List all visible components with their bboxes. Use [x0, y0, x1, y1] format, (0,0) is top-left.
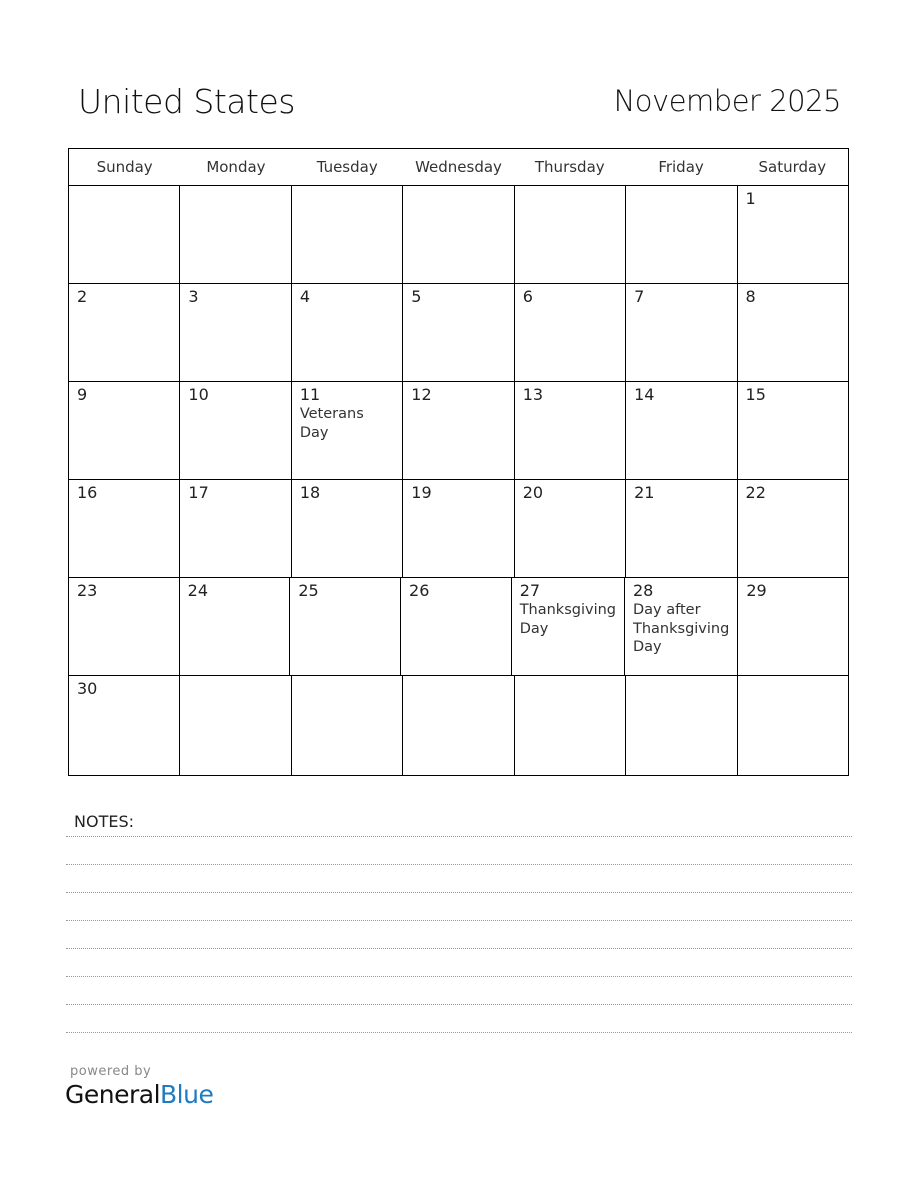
week-row: [69, 578, 848, 676]
notes-line: [66, 948, 852, 949]
day-number: 28: [633, 581, 654, 600]
day-cell: [403, 480, 514, 577]
day-cell: [738, 382, 848, 479]
day-number: 18: [299, 483, 321, 502]
notes-line: [66, 864, 852, 865]
day-cell: [626, 676, 737, 775]
day-cell: [403, 186, 514, 283]
day-cell: [401, 578, 512, 675]
week-row: [69, 186, 848, 284]
day-number: 7: [634, 287, 645, 306]
day-number: 13: [522, 385, 544, 404]
notes-line: [66, 920, 852, 921]
day-cell: [738, 284, 848, 381]
brand-general: General: [65, 1080, 161, 1109]
holiday-label: Day after Thanksgiving Day: [633, 602, 730, 655]
day-number: 8: [745, 287, 756, 306]
day-number: 12: [411, 385, 432, 404]
weekday-header: [69, 149, 848, 186]
day-cell: [626, 382, 737, 479]
weekday-tuesday: Tuesday: [316, 158, 378, 176]
day-number: 27: [519, 581, 541, 600]
notes-line: [66, 892, 852, 893]
day-number: 26: [409, 581, 430, 600]
brand-logo: [65, 1080, 213, 1109]
country-title: United States: [78, 82, 295, 121]
day-number: 19: [411, 483, 432, 502]
brand-blue: Blue: [160, 1080, 214, 1109]
day-number: 17: [188, 483, 209, 502]
day-cell: [292, 676, 403, 775]
month-year: November 2025: [613, 84, 841, 118]
day-cell: [738, 480, 848, 577]
day-cell: [738, 186, 848, 283]
day-cell: [69, 186, 180, 283]
day-cell: [180, 676, 291, 775]
day-cell: [69, 382, 180, 479]
weekday-wednesday: Wednesday: [415, 158, 502, 176]
day-cell: [625, 578, 738, 675]
day-cell: [515, 676, 626, 775]
day-number: 15: [745, 385, 766, 404]
day-number: 9: [77, 385, 88, 404]
day-number: 22: [745, 483, 766, 502]
day-cell: [403, 284, 514, 381]
week-row: [69, 676, 848, 775]
day-cell: [292, 382, 403, 479]
weekday-sunday: Sunday: [96, 158, 153, 176]
day-cell: [738, 578, 848, 675]
day-cell: [626, 284, 737, 381]
day-cell: [403, 382, 514, 479]
day-number: 20: [522, 483, 544, 502]
day-number: 14: [634, 385, 655, 404]
day-cell: [69, 284, 180, 381]
day-cell: [292, 480, 403, 577]
day-cell: [626, 480, 737, 577]
day-cell: [515, 382, 626, 479]
day-cell: [69, 676, 180, 775]
week-row: [69, 480, 848, 578]
notes-line: [66, 976, 852, 977]
weekday-thursday: Thursday: [534, 158, 605, 176]
notes-line: [66, 1004, 852, 1005]
week-row: [69, 284, 848, 382]
day-number: 23: [77, 581, 98, 600]
day-cell: [515, 480, 626, 577]
day-number: 2: [77, 287, 88, 306]
weekday-friday: Friday: [658, 158, 704, 176]
day-cell: [180, 382, 291, 479]
day-number: 24: [187, 581, 209, 600]
holiday-label: Thanksgiving Day: [519, 602, 616, 637]
day-cell: [292, 284, 403, 381]
weekday-saturday: Saturday: [758, 158, 827, 176]
day-number: 10: [188, 385, 209, 404]
notes-label: NOTES:: [74, 812, 134, 831]
weekday-monday: Monday: [206, 158, 266, 176]
day-number: 30: [77, 679, 98, 698]
calendar-grid: [68, 148, 849, 776]
day-cell: [69, 480, 180, 577]
week-row: [69, 382, 848, 480]
day-cell: [738, 676, 848, 775]
day-cell: [290, 578, 401, 675]
day-cell: [403, 676, 514, 775]
day-number: 21: [634, 483, 655, 502]
day-cell: [515, 284, 626, 381]
day-cell: [292, 186, 403, 283]
day-cell: [515, 186, 626, 283]
powered-by-text: powered by: [70, 1064, 152, 1079]
day-cell: [180, 186, 291, 283]
day-cell: [180, 284, 291, 381]
day-cell: [512, 578, 625, 675]
notes-line: [66, 836, 852, 837]
notes-line: [66, 1032, 852, 1033]
day-number: 25: [298, 581, 319, 600]
day-number: 4: [299, 287, 311, 306]
day-cell: [626, 186, 737, 283]
day-number: 29: [746, 581, 767, 600]
day-cell: [180, 480, 291, 577]
day-number: 1: [745, 189, 756, 208]
day-number: 3: [188, 287, 199, 306]
day-cell: [180, 578, 291, 675]
day-number: 16: [77, 483, 98, 502]
holiday-label: Veterans Day: [299, 406, 364, 441]
day-cell: [69, 578, 180, 675]
day-number: 5: [411, 287, 422, 306]
day-number: 11: [299, 385, 321, 404]
day-number: 6: [522, 287, 533, 306]
